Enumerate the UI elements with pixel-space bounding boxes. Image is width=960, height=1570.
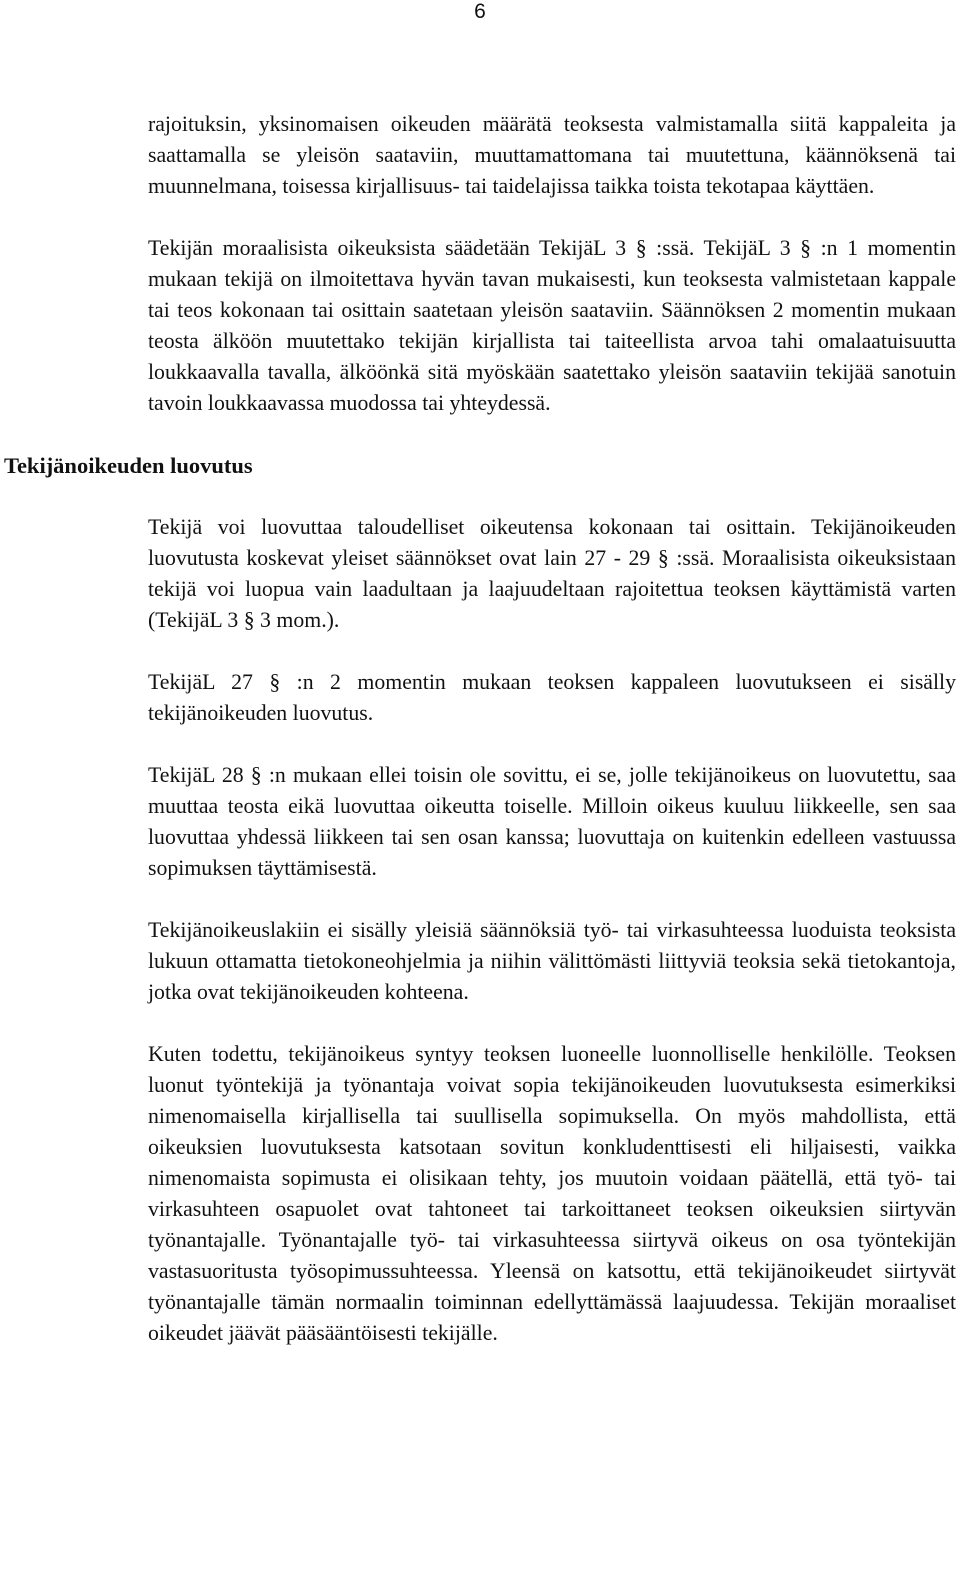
paragraph: Tekijän moraalisista oikeuksista säädetään TekijäL 3 § :ssä. TekijäL 3 § :n 1 momentin mukaan tekijä on ilmoitettava hyvän tavan mukaisesti, kun teoksesta valmistetaan kappale tai teos kokonaan tai osittain saatetaan yleisön saataviin. Säännöksen 2 momentin mukaan teosta älköön muutettako tekijän kirjallista tai taiteellista arvoa tahi omalaatuisuutta loukkaavalla tavalla, älköönkä sitä myöskään saatettako yleisön saataviin tekijää sanotuin tavoin loukkaavassa muodossa tai yhteydessä. — [148, 236, 956, 415]
document-body — [0, 109, 960, 1349]
paragraph: TekijäL 28 § :n mukaan ellei toisin ole sovittu, ei se, jolle tekijänoikeus on luovutettu, saa muuttaa teosta eikä luovuttaa oikeutta toiselle. Milloin oikeus kuuluu liikkeelle, sen saa luovuttaa yhdessä liikkeen tai sen osan kanssa; luovuttaja on kuitenkin edelleen vastuussa sopimuksen täyttämisestä. — [148, 763, 956, 880]
paragraph: Kuten todettu, tekijänoikeus syntyy teoksen luoneelle luonnolliselle henkilölle. Teoksen luonut työntekijä ja työnantaja voivat sopia tekijänoikeuden luovutuksesta esimerkiksi nimenomaisella kirjallisella tai suullisella sopimuksella. On myös mahdollista, että oikeuksien luovutuksesta katsotaan sovitun konkludenttisesti eli hiljaisesti, vaikka nimenomaista sopimusta ei olisikaan tehty, jos muutoin voidaan päätellä, että työ- tai virkasuhteen osapuolet ovat tahtoneet tai tarkoittaneet teoksen oikeuksien siirtyvän työnantajalle. Työnantajalle työ- tai virkasuhteessa siirtyvä oikeus on osa työntekijän vastasuoritusta työsopimussuhteessa. Yleensä on katsottu, että tekijänoikeudet siirtyvät työnantajalle tämän normaalin toiminnan edellyttämässä laajuudessa. Tekijän moraaliset oikeudet jäävät pääsääntöisesti tekijälle. — [148, 1042, 956, 1345]
paragraph: Tekijä voi luovuttaa taloudelliset oikeutensa kokonaan tai osittain. Tekijänoikeuden luovutusta koskevat yleiset säännökset ovat lain 27 - 29 § :ssä. Moraalisista oikeuksistaan tekijä voi luopua vain laadultaan ja laajuudeltaan rajoitettua teoksen käyttämistä varten (TekijäL 3 § 3 mom.). — [148, 515, 956, 632]
paragraph: TekijäL 27 § :n 2 momentin mukaan teoksen kappaleen luovutukseen ei sisälly tekijänoikeuden luovutus. — [148, 670, 956, 725]
paragraph: Tekijänoikeuslakiin ei sisälly yleisiä säännöksiä työ- tai virkasuhteessa luoduista teoksista lukuun ottamatta tietokoneohjelmia ja niihin välittömästi liittyviä teoksia sekä tietokantoja, jotka ovat tekijänoikeuden kohteena. — [148, 918, 956, 1004]
section-heading: Tekijänoikeuden luovutus — [4, 453, 253, 478]
paragraph: rajoituksin, yksinomaisen oikeuden määrätä teoksesta valmistamalla siitä kappaleita ja saattamalla se yleisön saataviin, muuttamattomana tai muutettuna, käännöksenä tai muunnelmana, toisessa kirjallisuus- tai taidelajissa taikka toista tekotapaa käyttäen. — [148, 112, 956, 198]
page-number: 6 — [474, 0, 486, 23]
